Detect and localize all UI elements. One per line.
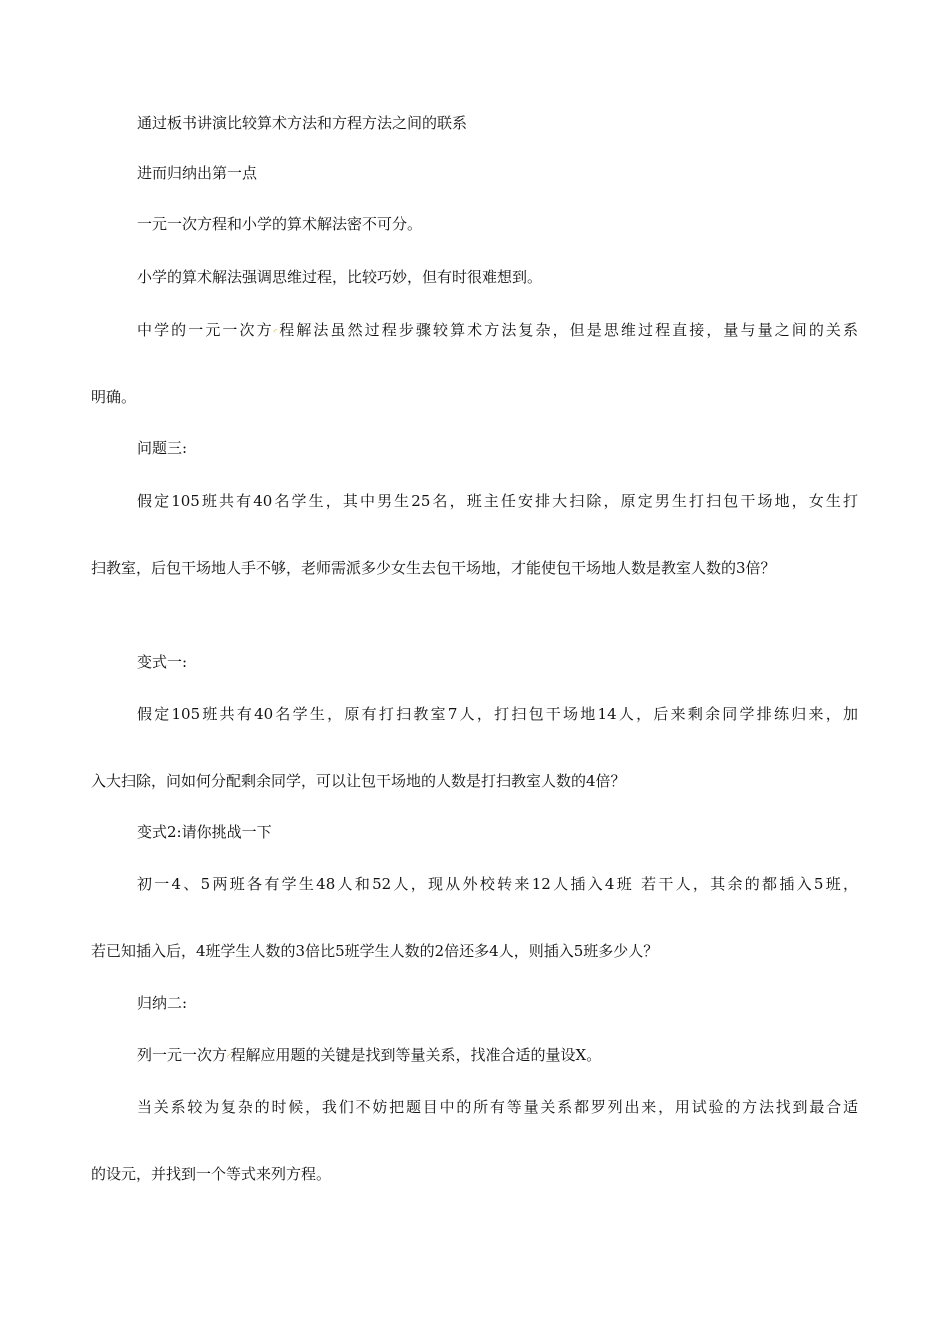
paragraph: 明确。: [91, 388, 137, 406]
paragraph: 的设元，并找到一个等式来列方程。: [91, 1165, 332, 1183]
section-heading: 变式2:请你挑战一下: [137, 823, 272, 841]
paragraph-text-part: 列一元一次方: [137, 1046, 228, 1064]
paragraph: [137, 319, 858, 344]
scan-mark: ◜: [227, 1053, 231, 1063]
paragraph: 通过板书讲演比较算术方法和方程方法之间的联系: [137, 114, 468, 132]
scan-mark: ◜: [273, 328, 278, 338]
paragraph: [137, 1044, 601, 1069]
paragraph: 当关系较为复杂的时候，我们不妨把题目中的所有等量关系都罗列出来，用试验的方法找到最合适: [137, 1098, 858, 1116]
paragraph-text-part: 中学的一元一次方: [137, 321, 274, 339]
paragraph: 小学的算术解法强调思维过程，比较巧妙，但有时很难想到。: [137, 268, 543, 286]
section-heading: 问题三:: [137, 439, 188, 457]
paragraph-text-part: 程解法虽然过程步骤较算术方法复杂，但是思维过程直接，量与量之间的关系: [277, 321, 858, 339]
section-heading: 归纳二:: [137, 994, 188, 1012]
paragraph: 扫教室，后包干场地人手不够，老师需派多少女生去包干场地，才能使包干场地人数是教室人数的3倍？: [91, 559, 776, 577]
paragraph: 若已知插入后，4班学生人数的3倍比5班学生人数的2倍还多4人，则插入5班多少人？: [91, 942, 659, 960]
paragraph: 进而归纳出第一点: [137, 164, 258, 182]
paragraph: 初一4、5两班各有学生48人和52人，现从外校转来12人插入4班 若干人，其余的都插入5班，: [137, 875, 858, 893]
paragraph-text-part: 程解应用题的关键是找到等量关系，找准合适的量设X。: [230, 1046, 602, 1064]
paragraph: 假定105班共有40名学生，其中男生25名，班主任安排大扫除，原定男生打扫包干场地，女生打: [137, 492, 858, 510]
section-heading: 变式一:: [137, 653, 188, 671]
paragraph: 一元一次方程和小学的算术解法密不可分。: [137, 215, 423, 233]
paragraph: 入大扫除，问如何分配剩余同学，可以让包干场地的人数是打扫教室人数的4倍？: [91, 772, 626, 790]
paragraph: 假定105班共有40名学生，原有打扫教室7人，打扫包干场地14人，后来剩余同学排练归来，加: [137, 705, 858, 723]
